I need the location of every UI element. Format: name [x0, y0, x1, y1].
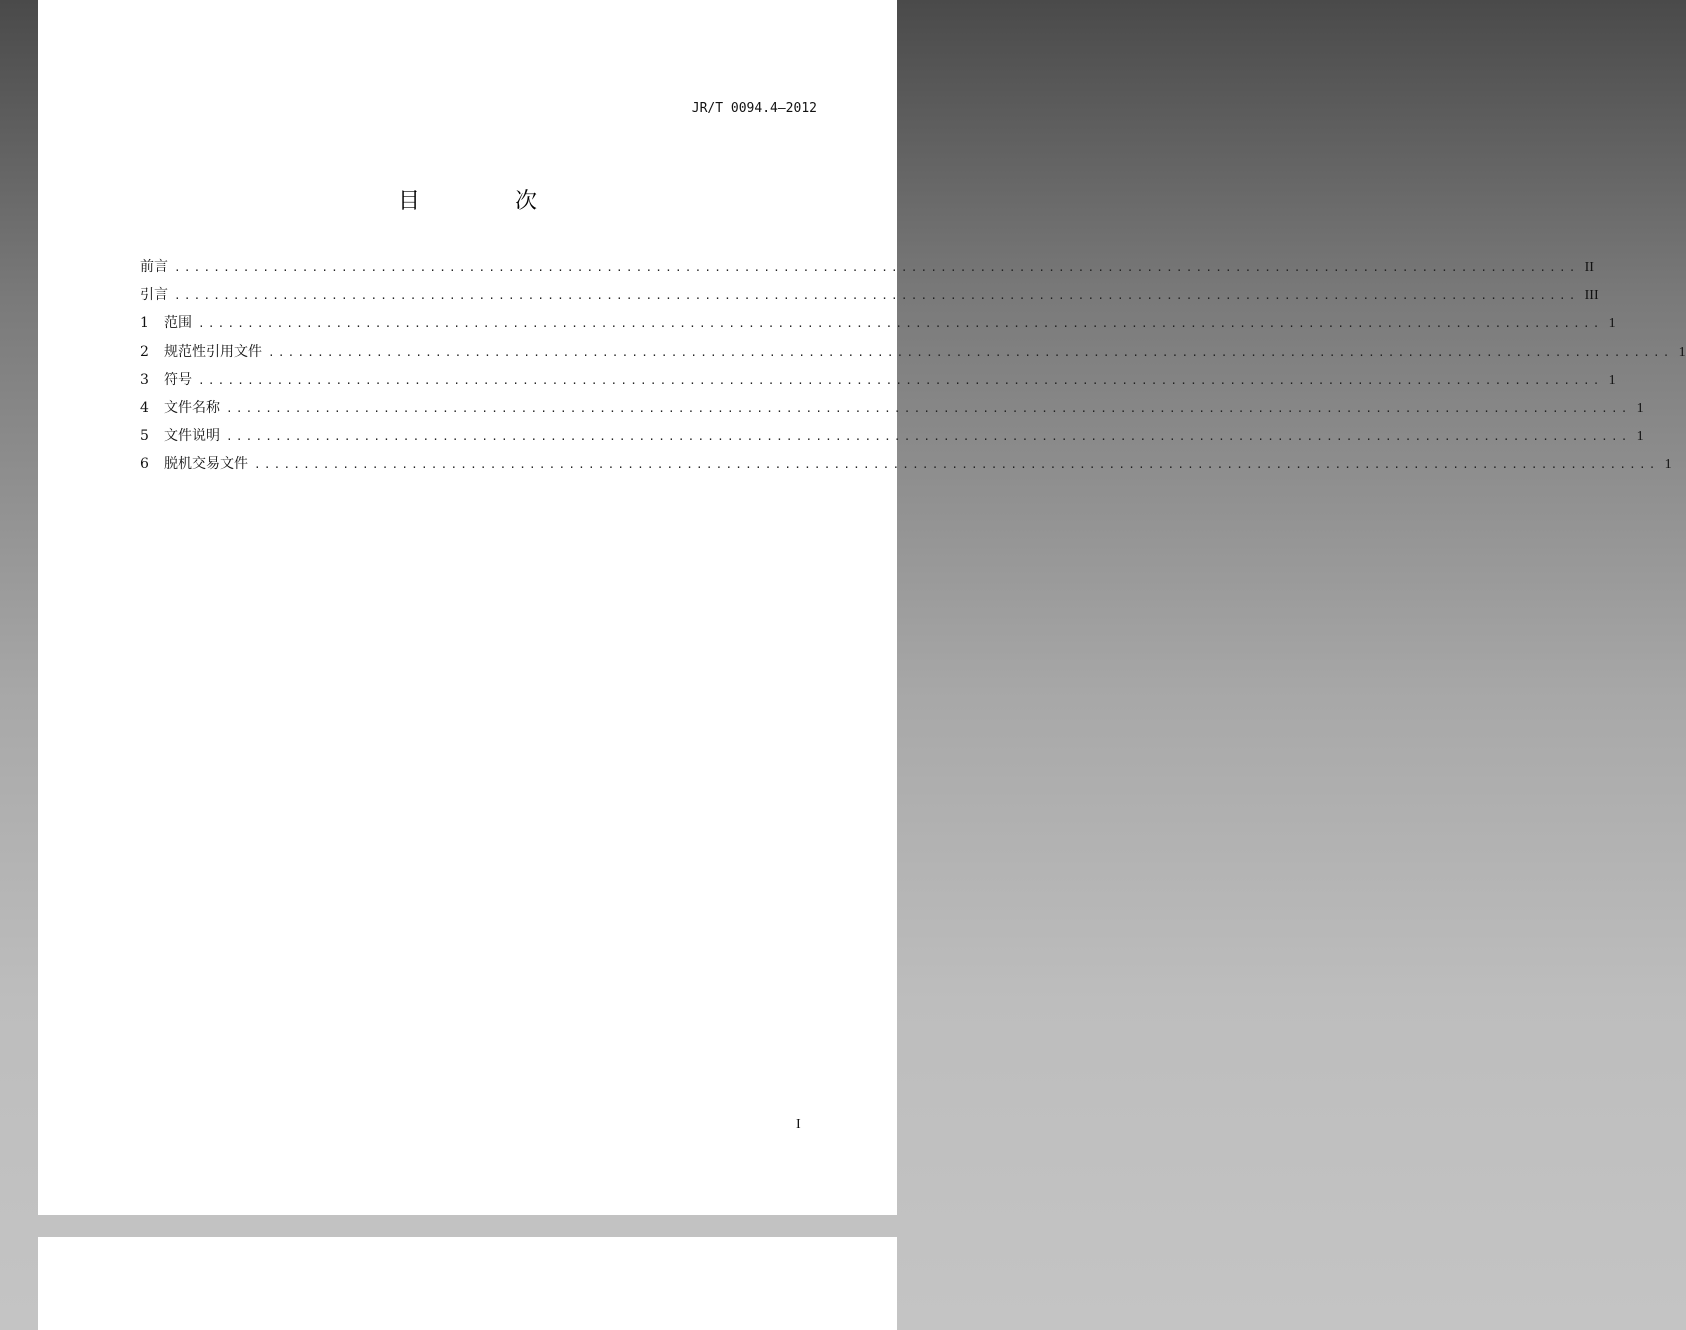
- toc-entry-number: 6: [140, 456, 149, 473]
- dot-leader: ...............................................................................................................................................: [174, 289, 1579, 303]
- toc-entry-page: 1: [1636, 429, 1644, 445]
- toc-entry-label: 脱机交易文件: [164, 456, 248, 473]
- table-of-contents: [140, 256, 1686, 482]
- toc-entry-file-description[interactable]: [140, 425, 1644, 453]
- toc-title: 目 次: [398, 189, 581, 214]
- toc-entry-page: 1: [1664, 457, 1672, 473]
- toc-entry-foreword[interactable]: [140, 256, 1594, 284]
- page-number: I: [796, 1117, 801, 1132]
- toc-entry-file-names[interactable]: [140, 397, 1644, 425]
- toc-entry-number: 2: [140, 343, 149, 360]
- toc-entry-number: 4: [140, 399, 149, 416]
- toc-entry-label: 规范性引用文件: [164, 343, 262, 360]
- dot-leader: ...............................................................................................................................................: [254, 458, 1659, 472]
- toc-entry-number: 5: [140, 428, 149, 445]
- dot-leader: ...............................................................................................................................................: [174, 261, 1579, 274]
- toc-entry-symbols[interactable]: [140, 369, 1616, 397]
- toc-entry-label: 符号: [164, 371, 192, 388]
- toc-entry-scope[interactable]: [140, 312, 1616, 340]
- toc-entry-label: 文件名称: [164, 399, 220, 416]
- toc-entry-label: 引言: [140, 287, 168, 304]
- dot-leader: ...............................................................................................................................................: [268, 345, 1673, 359]
- toc-entry-page: 1: [1636, 400, 1644, 416]
- toc-entry-number: 1: [140, 315, 149, 332]
- toc-entry-offline-transaction-file[interactable]: [140, 453, 1672, 481]
- dot-leader: ...............................................................................................................................................: [198, 373, 1603, 387]
- toc-entry-page: 1: [1678, 344, 1686, 360]
- toc-entry-label: 前言: [140, 259, 168, 275]
- toc-entry-label: 范围: [164, 315, 192, 332]
- dot-leader: ...............................................................................................................................................: [198, 317, 1603, 331]
- next-page: [38, 1237, 897, 1330]
- toc-entry-introduction[interactable]: [140, 284, 1599, 312]
- dot-leader: ...............................................................................................................................................: [226, 401, 1631, 415]
- document-code: JR/T 0094.4—2012: [691, 101, 817, 116]
- toc-entry-page: II: [1584, 260, 1594, 275]
- toc-entry-label: 文件说明: [164, 428, 220, 445]
- dot-leader: ...............................................................................................................................................: [226, 430, 1631, 444]
- toc-entry-normative-references[interactable]: [140, 341, 1686, 369]
- toc-entry-page: 1: [1608, 316, 1616, 332]
- toc-entry-number: 3: [140, 371, 149, 388]
- toc-entry-page: III: [1584, 288, 1599, 304]
- document-page: [38, 0, 1686, 1215]
- toc-entry-page: 1: [1608, 372, 1616, 388]
